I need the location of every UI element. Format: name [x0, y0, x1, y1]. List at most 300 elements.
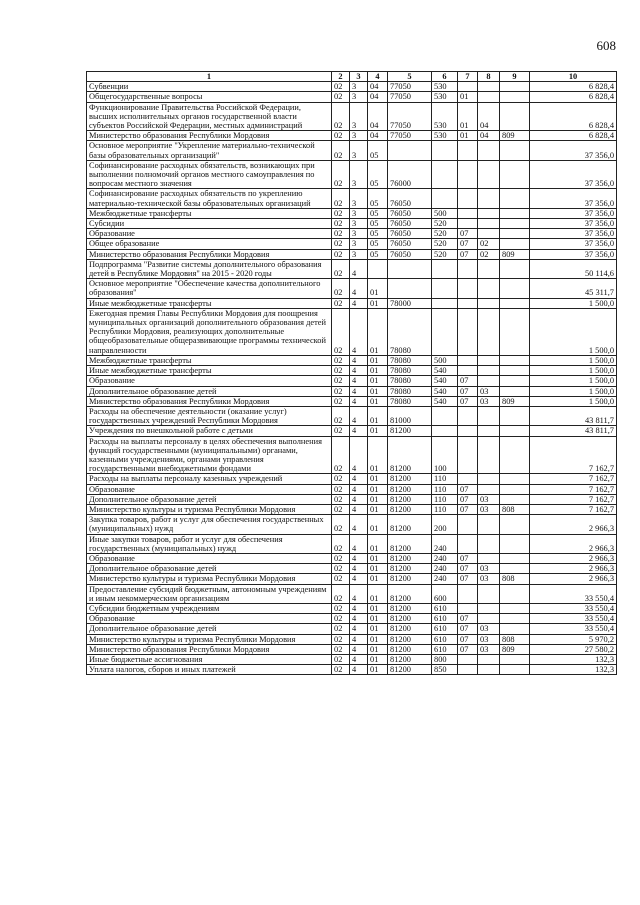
row-amount: 37 356,0	[530, 141, 617, 160]
row-code: 07	[458, 574, 478, 584]
row-description: Иные бюджетные ассигнования	[87, 654, 332, 664]
row-description: Министерство культуры и туризма Республики Мордовия	[87, 504, 332, 514]
row-code: 03	[478, 564, 500, 574]
row-code: 07	[458, 504, 478, 514]
row-description: Предоставление субсидий бюджетным, автономным учреждениям и иным некоммерческим организациям	[87, 584, 332, 603]
row-code	[500, 298, 530, 308]
row-amount: 37 356,0	[530, 160, 617, 189]
row-code	[500, 259, 530, 278]
row-amount: 5 970,2	[530, 634, 617, 644]
row-code: 02	[332, 474, 350, 484]
row-code	[500, 82, 530, 92]
table-row	[87, 366, 617, 376]
row-code	[458, 426, 478, 436]
row-description: Дополнительное образование детей	[87, 564, 332, 574]
row-code	[478, 189, 500, 208]
row-description: Ежегодная премия Главы Республики Мордовия для поощрения муниципальных организаций дополнительного образования детей Республики Мордовия, реализующих дополнительные общеобразовательные общеразвивающие программы технической направленности	[87, 308, 332, 355]
row-code: 76050	[388, 208, 432, 218]
row-code: 01	[368, 614, 388, 624]
row-code: 540	[432, 386, 458, 396]
column-header-3: 3	[350, 72, 368, 82]
row-code: 01	[368, 634, 388, 644]
row-code	[458, 298, 478, 308]
row-code: 02	[332, 654, 350, 664]
row-code	[458, 603, 478, 613]
row-code: 02	[332, 376, 350, 386]
row-code: 540	[432, 376, 458, 386]
row-code: 07	[458, 634, 478, 644]
row-code: 500	[432, 355, 458, 365]
row-code: 76050	[388, 189, 432, 208]
row-code: 3	[350, 102, 368, 131]
row-code: 05	[368, 239, 388, 249]
table-row	[87, 584, 617, 603]
row-amount: 1 500,0	[530, 355, 617, 365]
row-code	[500, 279, 530, 298]
row-code: 850	[432, 665, 458, 675]
row-code	[478, 474, 500, 484]
row-amount: 7 162,7	[530, 494, 617, 504]
row-description: Министерство образования Республики Мордовия	[87, 131, 332, 141]
row-code: 07	[458, 614, 478, 624]
row-code: 07	[458, 239, 478, 249]
row-description: Закупка товаров, работ и услуг для обеспечения государственных (муниципальных) нужд	[87, 515, 332, 534]
row-code	[388, 141, 432, 160]
row-code: 3	[350, 82, 368, 92]
row-code	[478, 553, 500, 563]
row-code: 77050	[388, 82, 432, 92]
row-code: 02	[332, 426, 350, 436]
row-description: Министерство культуры и туризма Республики Мордовия	[87, 574, 332, 584]
row-code: 81200	[388, 426, 432, 436]
row-description: Образование	[87, 614, 332, 624]
row-code: 03	[478, 574, 500, 584]
row-amount: 43 811,7	[530, 426, 617, 436]
row-code	[458, 665, 478, 675]
row-code: 4	[350, 355, 368, 365]
row-code	[500, 515, 530, 534]
row-code: 05	[368, 219, 388, 229]
row-amount: 2 966,3	[530, 564, 617, 574]
row-code	[500, 376, 530, 386]
row-code: 3	[350, 239, 368, 249]
row-code: 81000	[388, 406, 432, 425]
row-code	[500, 219, 530, 229]
row-code: 3	[350, 141, 368, 160]
row-code	[478, 665, 500, 675]
row-amount: 2 966,3	[530, 574, 617, 584]
row-code	[432, 160, 458, 189]
row-code: 02	[332, 504, 350, 514]
row-code: 520	[432, 239, 458, 249]
row-code	[368, 259, 388, 278]
table-row	[87, 634, 617, 644]
row-code	[500, 308, 530, 355]
row-code	[478, 208, 500, 218]
row-code: 77050	[388, 102, 432, 131]
row-amount: 7 162,7	[530, 474, 617, 484]
column-header-4: 4	[368, 72, 388, 82]
row-code: 01	[458, 92, 478, 102]
row-amount: 37 356,0	[530, 239, 617, 249]
row-code: 81200	[388, 584, 432, 603]
row-code: 07	[458, 553, 478, 563]
row-code: 02	[332, 665, 350, 675]
row-code	[388, 259, 432, 278]
row-amount: 132,3	[530, 654, 617, 664]
row-amount: 50 114,6	[530, 259, 617, 278]
column-header-7: 7	[458, 72, 478, 82]
table-row	[87, 219, 617, 229]
row-code: 4	[350, 665, 368, 675]
row-code: 01	[368, 308, 388, 355]
row-code	[458, 279, 478, 298]
row-code	[478, 219, 500, 229]
table-row	[87, 141, 617, 160]
row-code	[500, 534, 530, 553]
row-code: 02	[332, 208, 350, 218]
row-amount: 6 828,4	[530, 102, 617, 131]
row-code: 76050	[388, 239, 432, 249]
row-code: 520	[432, 219, 458, 229]
row-code	[458, 584, 478, 603]
row-amount: 2 966,3	[530, 534, 617, 553]
row-code: 01	[458, 102, 478, 131]
row-code: 04	[368, 102, 388, 131]
row-code	[458, 406, 478, 425]
row-code: 01	[368, 376, 388, 386]
row-code: 02	[332, 396, 350, 406]
table-row	[87, 131, 617, 141]
row-description: Расходы на выплаты персоналу казенных учреждений	[87, 474, 332, 484]
row-code	[500, 386, 530, 396]
row-code: 02	[478, 249, 500, 259]
row-amount: 37 356,0	[530, 189, 617, 208]
table-row	[87, 160, 617, 189]
row-code: 540	[432, 366, 458, 376]
row-description: Подпрограмма "Развитие системы дополнительного образования детей в Республике Мордовия" на 2015 - 2020 годы	[87, 259, 332, 278]
row-amount: 1 500,0	[530, 366, 617, 376]
row-code: 3	[350, 249, 368, 259]
row-code: 4	[350, 406, 368, 425]
row-code	[478, 308, 500, 355]
row-amount: 6 828,4	[530, 92, 617, 102]
row-description: Иные межбюджетные трансферты	[87, 366, 332, 376]
table-row	[87, 355, 617, 365]
row-code: 4	[350, 553, 368, 563]
row-code: 610	[432, 624, 458, 634]
row-description: Субсидии бюджетным учреждениям	[87, 603, 332, 613]
row-code	[500, 624, 530, 634]
row-code: 01	[368, 564, 388, 574]
row-code: 03	[478, 396, 500, 406]
row-description: Софинансирование расходных обязательств, возникающих при выполнении полномочий органов местного самоуправления по вопросам местного значения	[87, 160, 332, 189]
table-row	[87, 229, 617, 239]
row-code: 01	[368, 396, 388, 406]
row-code	[500, 614, 530, 624]
row-code: 03	[478, 386, 500, 396]
table-row	[87, 82, 617, 92]
row-code: 200	[432, 515, 458, 534]
row-code: 05	[368, 249, 388, 259]
row-description: Дополнительное образование детей	[87, 624, 332, 634]
column-header-2: 2	[332, 72, 350, 82]
row-code: 81200	[388, 624, 432, 634]
row-code: 3	[350, 219, 368, 229]
row-amount: 6 828,4	[530, 131, 617, 141]
column-header-6: 6	[432, 72, 458, 82]
row-description: Иные закупки товаров, работ и услуг для обеспечения государственных (муниципальных) нужд	[87, 534, 332, 553]
table-row	[87, 189, 617, 208]
table-row	[87, 102, 617, 131]
row-code	[478, 515, 500, 534]
row-description: Межбюджетные трансферты	[87, 355, 332, 365]
row-code: 809	[500, 131, 530, 141]
row-amount: 1 500,0	[530, 396, 617, 406]
row-code	[478, 426, 500, 436]
row-code: 4	[350, 366, 368, 376]
row-code: 01	[368, 654, 388, 664]
table-row	[87, 208, 617, 218]
row-code	[500, 654, 530, 664]
row-code: 01	[368, 584, 388, 603]
row-code: 610	[432, 603, 458, 613]
row-code: 81200	[388, 474, 432, 484]
row-amount: 2 966,3	[530, 553, 617, 563]
table-row	[87, 574, 617, 584]
row-code: 02	[332, 494, 350, 504]
row-code	[500, 160, 530, 189]
row-amount: 37 356,0	[530, 249, 617, 259]
row-code: 05	[368, 189, 388, 208]
row-amount: 1 500,0	[530, 298, 617, 308]
row-code: 4	[350, 634, 368, 644]
row-code	[478, 160, 500, 189]
row-code: 4	[350, 474, 368, 484]
row-code: 81200	[388, 654, 432, 664]
row-code	[432, 298, 458, 308]
column-header-9: 9	[500, 72, 530, 82]
row-code	[500, 436, 530, 474]
row-code	[458, 189, 478, 208]
row-amount: 33 550,4	[530, 624, 617, 634]
table-row	[87, 515, 617, 534]
row-code	[478, 534, 500, 553]
row-code: 530	[432, 131, 458, 141]
row-code: 78080	[388, 376, 432, 386]
row-code: 4	[350, 494, 368, 504]
row-code: 01	[368, 355, 388, 365]
row-amount: 27 580,2	[530, 644, 617, 654]
row-description: Субсидии	[87, 219, 332, 229]
row-code: 07	[458, 484, 478, 494]
row-description: Софинансирование расходных обязательств по укреплению материально-технической базы образовательных организаций	[87, 189, 332, 208]
row-description: Общегосударственные вопросы	[87, 92, 332, 102]
row-code: 81200	[388, 644, 432, 654]
row-code	[500, 366, 530, 376]
table-row	[87, 376, 617, 386]
row-code: 02	[332, 219, 350, 229]
row-code: 02	[332, 603, 350, 613]
row-description: Министерство образования Республики Мордовия	[87, 396, 332, 406]
row-code: 4	[350, 376, 368, 386]
row-code	[432, 259, 458, 278]
row-code: 76050	[388, 229, 432, 239]
row-code	[500, 426, 530, 436]
table-row	[87, 564, 617, 574]
row-amount: 132,3	[530, 665, 617, 675]
row-description: Министерство культуры и туризма Республики Мордовия	[87, 634, 332, 644]
row-amount: 1 500,0	[530, 386, 617, 396]
row-code: 240	[432, 574, 458, 584]
row-description: Образование	[87, 484, 332, 494]
table-row	[87, 553, 617, 563]
row-code: 3	[350, 131, 368, 141]
row-code: 81200	[388, 574, 432, 584]
row-code: 02	[332, 386, 350, 396]
row-code: 01	[368, 665, 388, 675]
row-code	[500, 102, 530, 131]
table-row	[87, 614, 617, 624]
row-amount: 43 811,7	[530, 406, 617, 425]
row-code: 4	[350, 624, 368, 634]
row-code	[458, 208, 478, 218]
row-code	[458, 259, 478, 278]
row-code: 78080	[388, 355, 432, 365]
row-code	[478, 366, 500, 376]
row-code: 4	[350, 515, 368, 534]
row-code: 03	[478, 634, 500, 644]
row-code: 81200	[388, 534, 432, 553]
row-code	[478, 376, 500, 386]
row-code	[478, 603, 500, 613]
row-code: 02	[332, 614, 350, 624]
row-description: Министерство образования Республики Мордовия	[87, 644, 332, 654]
row-code: 4	[350, 584, 368, 603]
row-code: 04	[368, 92, 388, 102]
row-code: 02	[332, 92, 350, 102]
row-code	[432, 141, 458, 160]
row-code	[478, 355, 500, 365]
budget-table	[86, 71, 617, 675]
table-row	[87, 474, 617, 484]
row-code: 01	[368, 534, 388, 553]
row-code: 81200	[388, 553, 432, 563]
row-description: Образование	[87, 229, 332, 239]
table-row	[87, 494, 617, 504]
row-code: 01	[368, 279, 388, 298]
row-code: 4	[350, 484, 368, 494]
row-code	[478, 279, 500, 298]
row-code	[458, 82, 478, 92]
row-code: 81200	[388, 564, 432, 574]
row-code: 01	[368, 603, 388, 613]
row-code: 4	[350, 614, 368, 624]
row-code: 07	[458, 376, 478, 386]
row-code	[478, 259, 500, 278]
row-code: 500	[432, 208, 458, 218]
row-code: 02	[332, 515, 350, 534]
row-description: Межбюджетные трансферты	[87, 208, 332, 218]
row-code: 02	[332, 406, 350, 425]
row-code: 81200	[388, 634, 432, 644]
row-code: 07	[458, 624, 478, 634]
row-code	[458, 160, 478, 189]
table-row	[87, 665, 617, 675]
row-code: 02	[332, 279, 350, 298]
row-code: 809	[500, 249, 530, 259]
table-row	[87, 426, 617, 436]
row-code: 04	[368, 82, 388, 92]
row-code: 610	[432, 634, 458, 644]
row-code	[500, 229, 530, 239]
row-code	[500, 584, 530, 603]
row-code	[478, 584, 500, 603]
row-code: 808	[500, 574, 530, 584]
row-code: 01	[458, 131, 478, 141]
row-code: 05	[368, 141, 388, 160]
row-code: 01	[368, 504, 388, 514]
row-code: 4	[350, 298, 368, 308]
row-description: Основное мероприятие "Укрепление материально-технической базы образовательных организаций"	[87, 141, 332, 160]
row-code: 02	[332, 355, 350, 365]
row-code: 02	[332, 189, 350, 208]
row-code: 610	[432, 614, 458, 624]
row-code: 3	[350, 189, 368, 208]
row-code	[478, 406, 500, 425]
row-description: Уплата налогов, сборов и иных платежей	[87, 665, 332, 675]
row-code	[458, 219, 478, 229]
row-amount: 33 550,4	[530, 614, 617, 624]
row-code: 110	[432, 504, 458, 514]
row-description: Иные межбюджетные трансферты	[87, 298, 332, 308]
column-header-1: 1	[87, 72, 332, 82]
row-code: 81200	[388, 515, 432, 534]
row-code: 01	[368, 406, 388, 425]
row-amount: 2 966,3	[530, 515, 617, 534]
row-code: 808	[500, 634, 530, 644]
row-code: 110	[432, 474, 458, 484]
row-code	[478, 298, 500, 308]
row-code: 07	[458, 644, 478, 654]
table-row	[87, 239, 617, 249]
table-row	[87, 624, 617, 634]
row-code: 01	[368, 515, 388, 534]
row-code: 530	[432, 92, 458, 102]
row-code	[432, 426, 458, 436]
row-code: 02	[332, 624, 350, 634]
row-code: 4	[350, 654, 368, 664]
row-code: 02	[332, 634, 350, 644]
table-body	[87, 82, 617, 675]
row-code	[458, 141, 478, 160]
row-code	[458, 534, 478, 553]
column-header-10: 10	[530, 72, 617, 82]
row-code: 02	[332, 82, 350, 92]
row-code	[478, 614, 500, 624]
table-row	[87, 406, 617, 425]
row-code: 02	[332, 534, 350, 553]
row-code	[500, 484, 530, 494]
row-code: 800	[432, 654, 458, 664]
row-code: 4	[350, 574, 368, 584]
row-description: Образование	[87, 553, 332, 563]
row-code: 76000	[388, 160, 432, 189]
row-code: 78080	[388, 396, 432, 406]
row-code: 3	[350, 160, 368, 189]
row-code: 3	[350, 208, 368, 218]
row-code: 02	[332, 564, 350, 574]
